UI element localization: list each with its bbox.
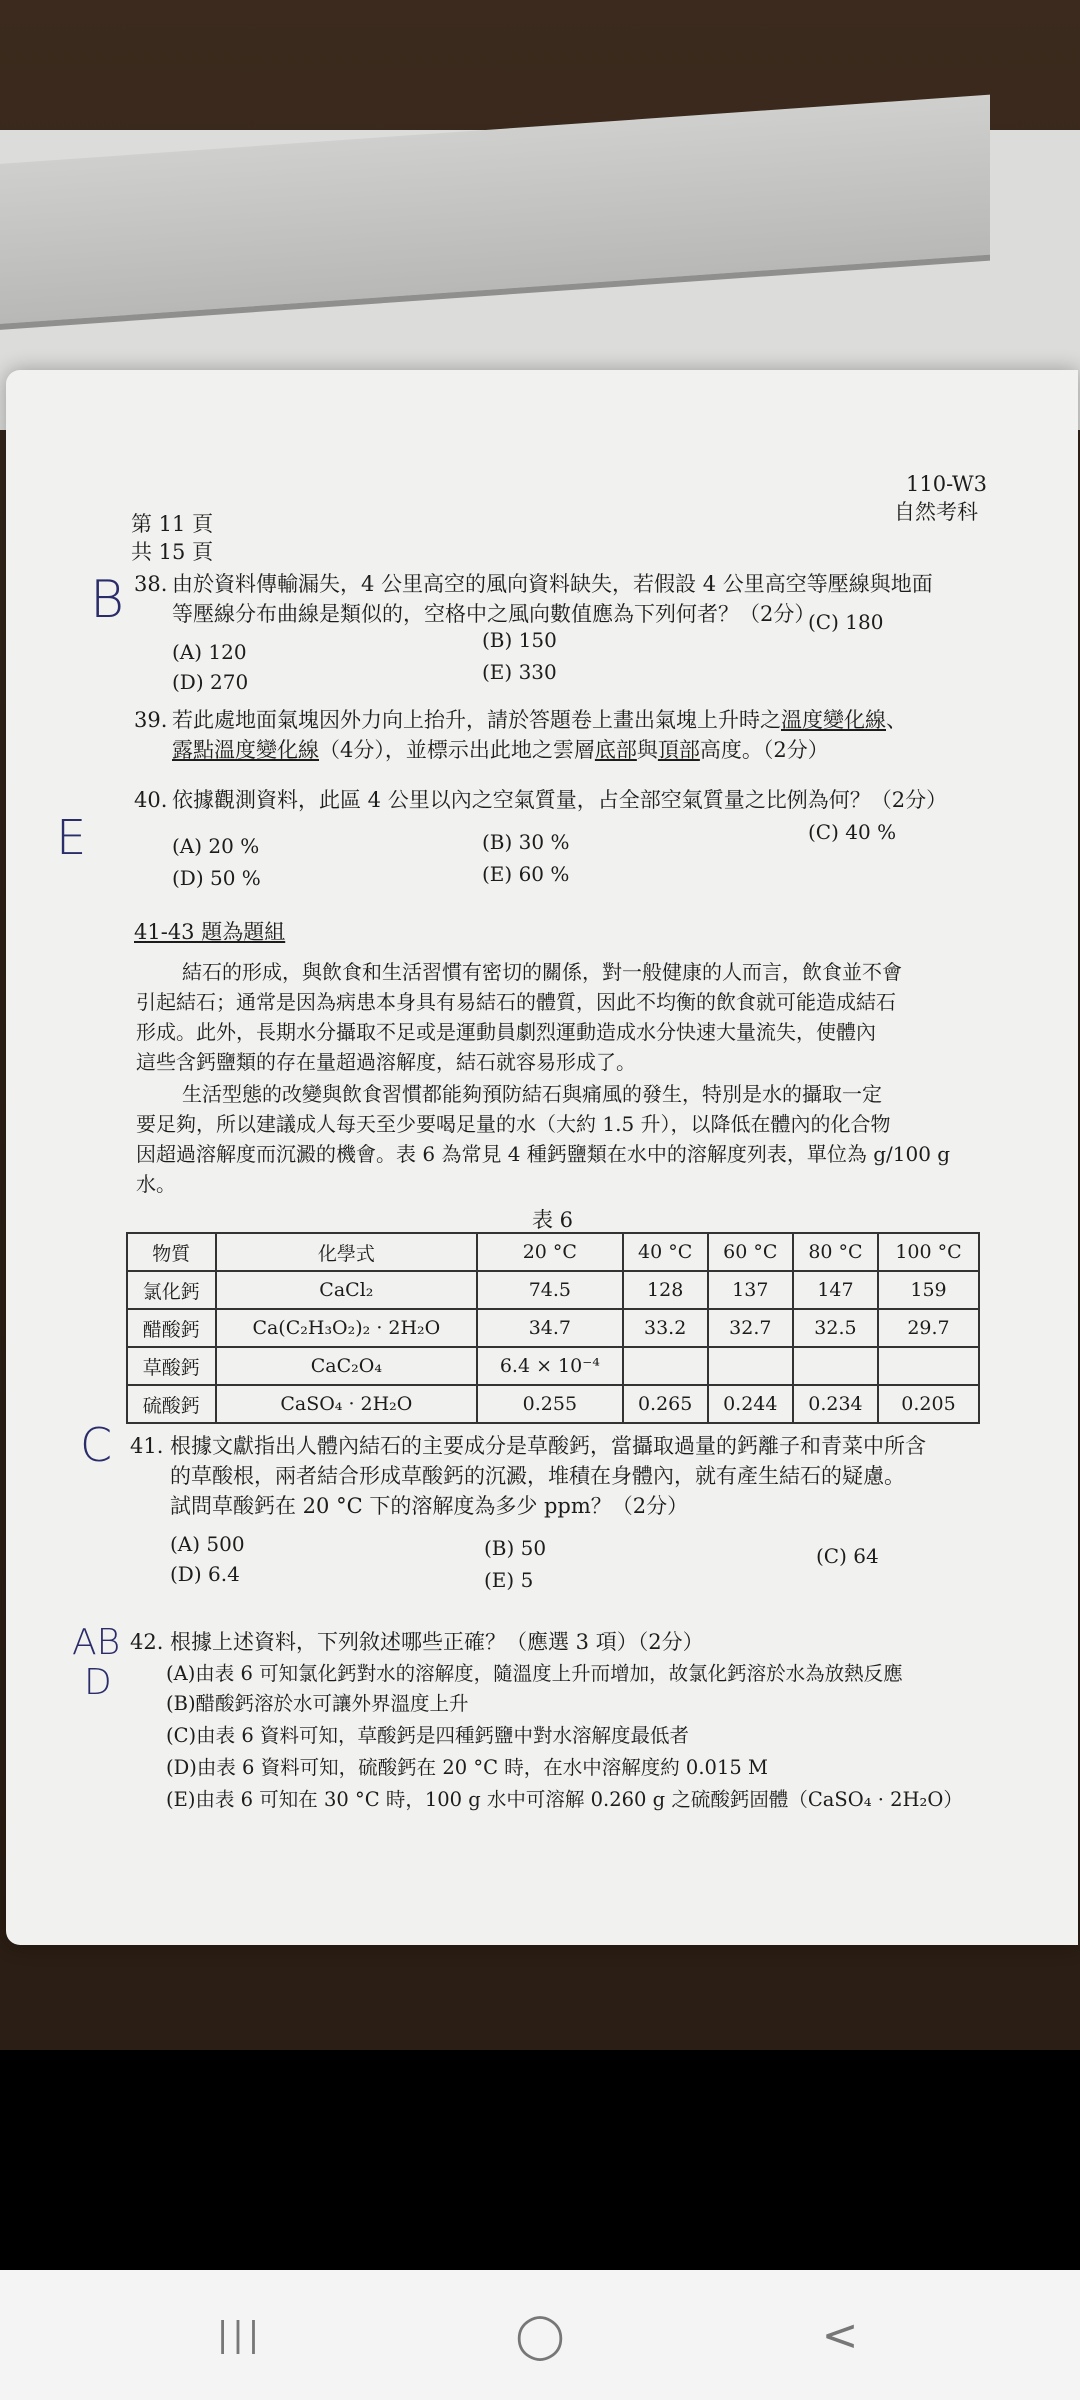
recent-apps-button[interactable]: ||| [216,2315,264,2355]
table-caption: 表 6 [532,1208,574,1232]
q41-line3: 試問草酸鈣在 20 °C 下的溶解度為多少 ppm？（2分） [170,1494,689,1518]
table-cell: 0.234 [793,1385,878,1423]
handwritten-answer-42b: D [84,1662,112,1703]
q41-option-d: (D) 6.4 [170,1562,240,1586]
table-cell: 159 [878,1271,979,1309]
handwritten-answer-40: E [56,810,87,866]
q38-option-c: (C) 180 [808,610,884,634]
table-cell: 0.205 [878,1385,979,1423]
table-cell: CaCl₂ [216,1271,478,1309]
q42-option-d: (D)由表 6 資料可知，硫酸鈣在 20 °C 時，在水中溶解度約 0.015 M [166,1756,768,1779]
q41-number: 41. [130,1434,164,1458]
table-cell: 硫酸鈣 [127,1385,216,1423]
q40-option-d: (D) 50 % [172,866,261,890]
table-cell [793,1347,878,1385]
table-cell: 0.265 [623,1385,708,1423]
exam-code: 110-W3 [906,472,987,496]
group-p2-line2: 要足夠，所以建議成人每天至少要喝足量的水（大約 1.5 升），以降低在體內的化合物 [136,1112,891,1136]
q38-option-a: (A) 120 [172,640,247,664]
exam-subject: 自然考科 [894,500,978,524]
q41-option-e: (E) 5 [484,1568,534,1592]
table-cell: 草酸鈣 [127,1347,216,1385]
q39-underline-bottom: 底部 [594,738,637,762]
q39-text-e: 高度。（2分） [699,738,829,762]
group-p2-line3: 因超過溶解度而沉澱的機會。表 6 為常見 4 種鈣鹽類在水中的溶解度列表，單位為 g/100 g [136,1142,951,1166]
table-cell: 34.7 [477,1309,622,1347]
q41-line1: 根據文獻指出人體內結石的主要成分是草酸鈣，當攝取過量的鈣離子和青菜中所含 [170,1434,926,1458]
table-cell: 6.4 × 10⁻⁴ [477,1347,622,1385]
q39-underline-temp: 溫度變化線 [781,708,886,732]
page-number: 第 11 頁 [131,512,214,536]
q41-option-c: (C) 64 [816,1544,879,1568]
table-cell: Ca(C₂H₃O₂)₂ · 2H₂O [216,1309,478,1347]
handwritten-answer-41: C [80,1418,113,1472]
q40-line1: 依據觀測資料，此區 4 公里以內之空氣質量，占全部空氣質量之比例為何？（2分） [172,788,948,812]
handwritten-answer-42a: AB [72,1622,121,1663]
q38-option-b: (B) 150 [482,628,557,652]
header-cell: 化學式 [216,1233,478,1271]
header-cell: 40 °C [623,1233,708,1271]
table-header-row [127,1233,979,1271]
group-p2-line1: 生活型態的改變與飲食習慣都能夠預防結石與痛風的發生，特別是水的攝取一定 [182,1082,882,1106]
q38-line2: 等壓線分布曲線是類似的，空格中之風向數值應為下列何者？（2分） [172,602,816,626]
group-p1-line4: 這些含鈣鹽類的存在量超過溶解度，結石就容易形成了。 [136,1050,636,1074]
q39-line1 [172,706,907,734]
header-cell: 60 °C [708,1233,793,1271]
q38-line1: 由於資料傳輸漏失，4 公里高空的風向資料缺失，若假設 4 公里高空等壓線與地面 [172,572,933,596]
q41-option-a: (A) 500 [170,1532,245,1556]
q39-underline-top: 頂部 [657,738,700,762]
table-cell: 0.255 [477,1385,622,1423]
page-total: 共 15 頁 [131,540,214,564]
group-p2-line4: 水。 [136,1172,176,1196]
q39-underline-dew: 露點溫度變化線 [172,738,319,762]
table-row [127,1385,979,1423]
q38-option-e: (E) 330 [482,660,557,684]
table-cell: 32.5 [793,1309,878,1347]
table-cell [878,1347,979,1385]
table-cell: 氯化鈣 [127,1271,216,1309]
q39-line2 [172,736,829,764]
table-row [127,1309,979,1347]
q39-text-a: 若此處地面氣塊因外力向上抬升，請於答題卷上畫出氣塊上升時之 [172,708,781,732]
q42-option-a: (A)由表 6 可知氯化鈣對水的溶解度，隨溫度上升而增加，故氯化鈣溶於水為放熱反應 [166,1662,903,1685]
table-cell [623,1347,708,1385]
back-button[interactable]: < [821,2309,859,2361]
q40-number: 40. [134,788,168,812]
q39-number: 39. [134,708,168,732]
table-cell: 33.2 [623,1309,708,1347]
q39-text-c: （4分），並標示出此地之雲層 [319,738,595,762]
q42-line1: 根據上述資料，下列敘述哪些正確？（應選 3 項）（2分） [170,1630,704,1654]
handwritten-answer-38: B [90,570,125,630]
group-p1-line2: 引起結石；通常是因為病患本身具有易結石的體質，因此不均衡的飲食就可能造成結石 [136,990,896,1014]
table-cell: 147 [793,1271,878,1309]
table-cell: 137 [708,1271,793,1309]
q41-option-b: (B) 50 [484,1536,547,1560]
q40-option-b: (B) 30 % [482,830,570,854]
q40-option-a: (A) 20 % [172,834,260,858]
photo-dark-edge [0,2050,1080,2270]
group-title: 41-43 題為題組 [134,920,286,944]
table-cell: 74.5 [477,1271,622,1309]
table-row [127,1347,979,1385]
q42-option-e: (E)由表 6 可知在 30 °C 時，100 g 水中可溶解 0.260 g 之硫酸鈣固體（CaSO₄ · 2H₂O） [166,1788,963,1811]
header-cell: 80 °C [793,1233,878,1271]
q38-option-d: (D) 270 [172,670,249,694]
q41-line2: 的草酸根，兩者結合形成草酸鈣的沉澱，堆積在身體內，就有產生結石的疑慮。 [170,1464,905,1488]
table-cell: CaSO₄ · 2H₂O [216,1385,478,1423]
table-cell: 醋酸鈣 [127,1309,216,1347]
q42-option-c: (C)由表 6 資料可知，草酸鈣是四種鈣鹽中對水溶解度最低者 [166,1724,689,1747]
table-cell [708,1347,793,1385]
header-cell: 物質 [127,1233,216,1271]
group-p1-line3: 形成。此外，長期水分攝取不足或是運動員劇烈運動造成水分快速大量流失，使體內 [136,1020,876,1044]
solubility-table [126,1232,980,1424]
group-p1-line1: 結石的形成，與飲食和生活習慣有密切的關係，對一般健康的人而言，飲食並不會 [182,960,902,984]
q42-number: 42. [130,1630,164,1654]
q38-number: 38. [134,572,168,596]
q42-option-b: (B)醋酸鈣溶於水可讓外界溫度上升 [166,1692,469,1715]
q39-text-b: 、 [886,708,907,732]
q39-text-d: 與 [636,738,658,762]
table-cell: 0.244 [708,1385,793,1423]
header-cell: 20 °C [477,1233,622,1271]
header-cell: 100 °C [878,1233,979,1271]
system-navigation-bar [0,2270,1080,2400]
table-cell: 128 [623,1271,708,1309]
q40-option-e: (E) 60 % [482,862,570,886]
q40-option-c: (C) 40 % [808,820,897,844]
table-cell: 29.7 [878,1309,979,1347]
home-button[interactable]: ◯ [515,2309,565,2361]
table-row [127,1271,979,1309]
table-cell: 32.7 [708,1309,793,1347]
table-cell: CaC₂O₄ [216,1347,478,1385]
